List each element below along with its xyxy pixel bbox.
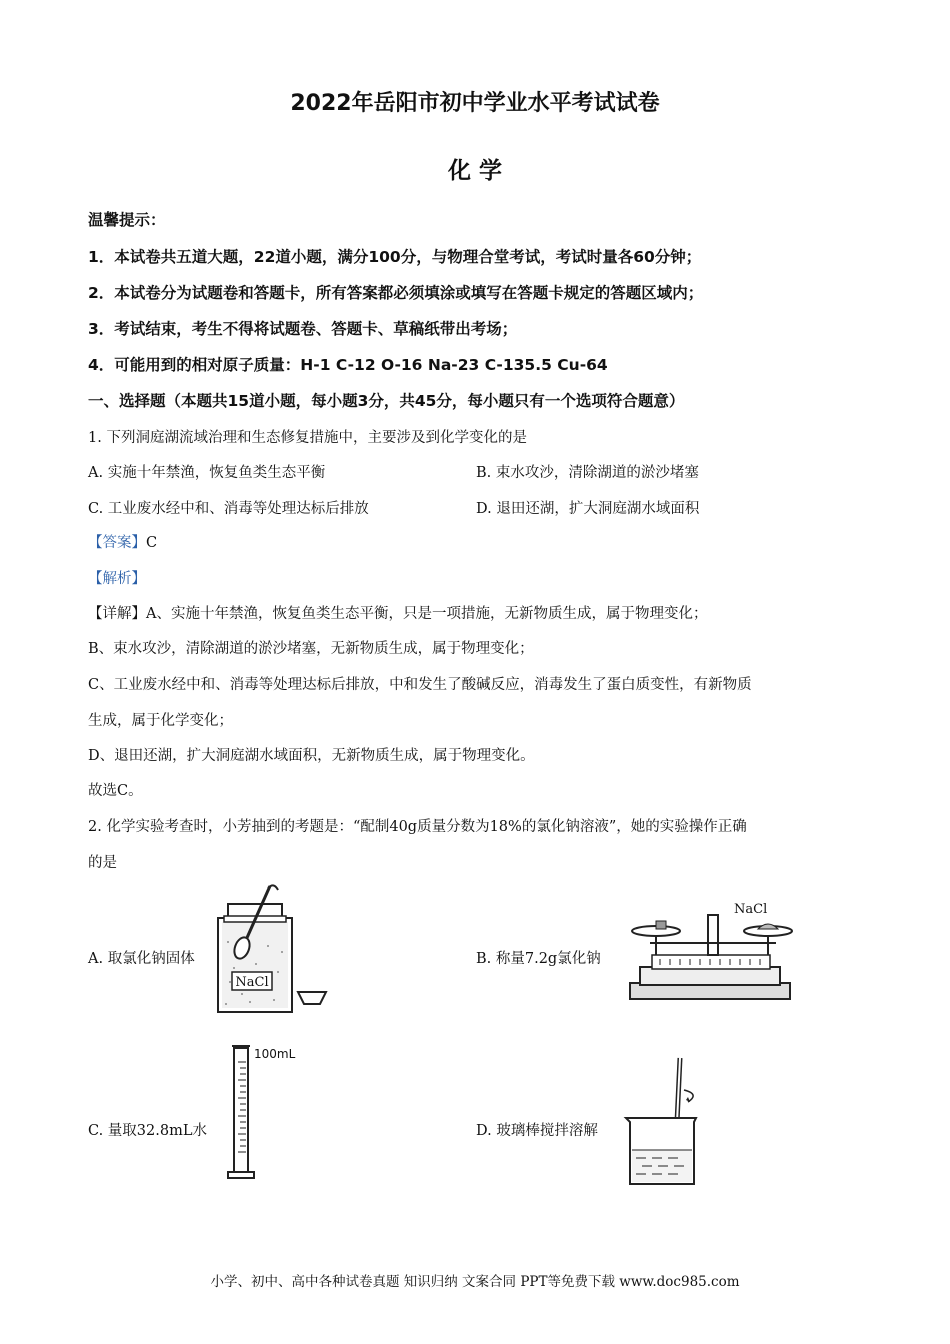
notice-item: 4．可能用到的相对原子质量：H-1 C-12 O-16 Na-23 C-135.5 Cu-64 (88, 356, 608, 374)
cylinder-label: 100mL (254, 1047, 296, 1061)
graduated-cylinder-figure (226, 1042, 316, 1182)
question-2-stem: 2. 化学实验考查时，小芳抽到的考题是：“配制40g质量分数为18%的氯化钠溶液”，她的实验操作正确 (88, 819, 747, 835)
answer-line (88, 531, 157, 552)
q2-option-c: C. 量取32.8mL水 (88, 1123, 207, 1139)
q1-option-b: B. 束水攻沙，清除湖道的淤沙堵塞 (476, 465, 699, 481)
bottle-label: NaCl (235, 975, 269, 990)
detail-line: 故选C。 (88, 783, 143, 799)
detail-line: B、束水攻沙，清除湖道的淤沙堵塞，无新物质生成，属于物理变化； (88, 641, 534, 657)
detail-line: C、工业废水经中和、消毒等处理达标后排放，中和发生了酸碱反应，消毒发生了蛋白质变性，有新物质 (88, 677, 752, 693)
reagent-bottle-figure (212, 882, 332, 1018)
notice-item: 2．本试卷分为试题卷和答题卡，所有答案都必须填涂或填写在答题卡规定的答题区域内； (88, 284, 704, 302)
q2-option-b: B. 称量7.2g氯化钠 (476, 951, 601, 967)
detail-line: 生成，属于化学变化； (88, 713, 233, 729)
analysis-tag: 【解析】 (88, 571, 146, 587)
question-2-stem-cont: 的是 (88, 855, 117, 871)
exam-title: 2022年岳阳市初中学业水平考试试卷 (290, 91, 660, 116)
balance-label: NaCl (734, 902, 768, 917)
detail-line: 【详解】A、实施十年禁渔，恢复鱼类生态平衡，只是一项措施，无新物质生成，属于物理变化； (88, 606, 708, 622)
notice-item: 3．考试结束，考生不得将试题卷、答题卡、草稿纸带出考场； (88, 320, 518, 338)
notice-heading: 温馨提示： (88, 211, 166, 229)
footer-text: 小学、初中、高中各种试卷真题 知识归纳 文案合同 PPT等免费下载 www.doc985.com (210, 1274, 740, 1290)
section-heading: 一、选择题（本题共15道小题，每小题3分，共45分，每小题只有一个选项符合题意） (88, 392, 685, 410)
q1-option-d: D. 退田还湖，扩大洞庭湖水域面积 (476, 501, 700, 517)
notice-item: 1．本试卷共五道大题，22道小题，满分100分，与物理合堂考试，考试时量各60分钟； (88, 248, 702, 266)
question-1-stem: 1. 下列洞庭湖流域治理和生态修复措施中，主要涉及到化学变化的是 (88, 430, 527, 446)
beaker-stirring-figure (620, 1054, 720, 1190)
q2-option-a: A. 取氯化钠固体 (88, 951, 195, 967)
subject-title: 化 学 (447, 158, 502, 184)
answer-value: C (146, 535, 158, 551)
q1-option-a: A. 实施十年禁渔，恢复鱼类生态平衡 (88, 465, 326, 481)
detail-line: D、退田还湖，扩大洞庭湖水域面积，无新物质生成，属于物理变化。 (88, 748, 535, 764)
answer-tag: 【答案】 (88, 535, 146, 551)
q1-option-c: C. 工业废水经中和、消毒等处理达标后排放 (88, 501, 369, 517)
balance-figure (626, 895, 798, 1007)
q2-option-d: D. 玻璃棒搅拌溶解 (476, 1123, 598, 1139)
